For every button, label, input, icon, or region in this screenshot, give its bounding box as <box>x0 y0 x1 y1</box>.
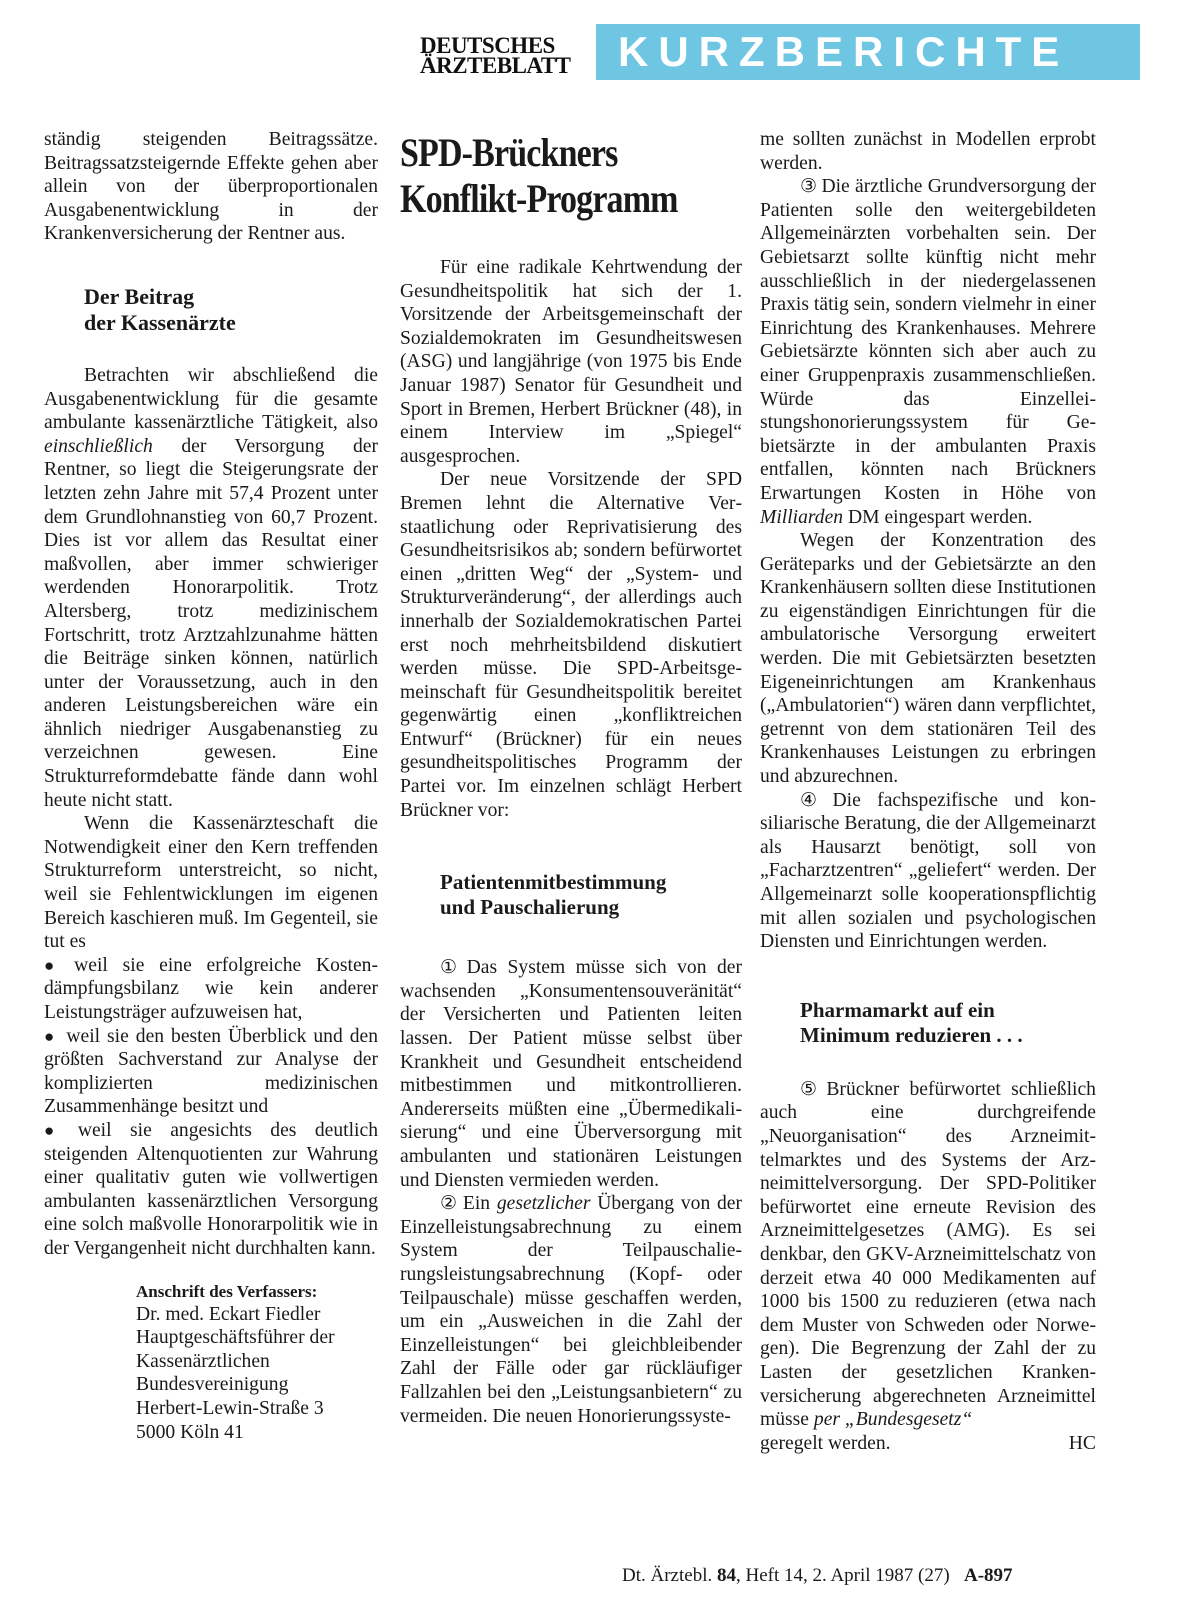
text: Das System müsse sich von der wachsenden „Konsumentensouveränität“ der Versicherten und Patienten leiten lassen. Der Patient müsse selbst über Krankheit und Gesundheit entscheidend mitbestimmen und mitkontrollieren. Andererseits müßten eine „Übermedikalisierung“ und eine Überversorgung mit ambulanten und stationären Leistungen und Diensten vermieden werden. <box>400 957 742 1191</box>
subheading-line: Pharmamarkt auf ein <box>800 997 995 1022</box>
page-number: A-897 <box>963 1565 1013 1586</box>
logo-line-2: ÄRZTEBLATT <box>420 53 571 78</box>
text: DM eingespart werden. <box>843 506 1033 528</box>
paragraph: Für eine radikale Kehrtwendung der Gesundheitspolitik hat sich der 1. Vorsitzende der Arbeitsgemeinschaft der Sozialdemokraten im Gesundheitswesen (ASG) und langjährige (von 1975 bis Ende Januar 1987) Senator für Gesundheit und Sport in Bremen, Herbert Brückner (48), in einem Interview im „Spiegel“ ausgesprochen. <box>400 257 742 467</box>
volume-number: 84 <box>716 1565 736 1586</box>
title-line: SPD-Brückners <box>400 130 618 175</box>
bullet-item: ● weil sie angesichts des deutlich steigenden Altenquotienten zur Wahrung einer qualitativ guten wie vollwertigen ambulanten kassenärztlichen Versorgung eine solch maßvolle Honorarpolitik wie in der Vergangenheit nicht durchhalten kann. <box>44 1119 378 1261</box>
paragraph: Wenn die Kassenärzteschaft die Notwendigkeit einer den Kern treffenden Strukturreform unterstreicht, so nicht, weil sie Fehlentwicklungen im eigenen Bereich kaschieren muß. Im Gegenteil, sie tut es <box>44 813 378 953</box>
address-line: 5000 Köln 41 <box>136 1421 244 1443</box>
page-footer <box>622 1565 1013 1587</box>
author-initials: HC <box>1068 1432 1096 1454</box>
paragraph <box>760 1078 1096 1432</box>
paragraph <box>760 175 1096 529</box>
column-1 <box>44 128 378 1444</box>
address-line: Dr. med. Eckart Fiedler <box>136 1303 321 1325</box>
paragraph: ständig steigenden Beitragssätze. Beitragssatzsteigernde Effekte gehen aber allein von der überproportionalen Ausgabenentwicklung in der Krankenversicherung der Rentner aus. <box>44 129 378 245</box>
text: Die ärztliche Grundversorgung der Patienten solle den weitergebildeten Allgemeinärzten vorbehalten sein. Der Gebietsarzt sollte künftig nicht mehr ausschließlich in der niedergelassenen Praxis tätig sein, sondern vielmehr in einer Einrichtung des Krankenhauses. Mehrere Gebietsärzte könnten sich aber auch zu einer Gruppenpraxis zusammenschließen. Würde das Einzelleistungshonorierungssystem für Gebietsärzte in der ambulanten Praxis entfallen, könnten nach Brückners Erwartungen Kosten in Höhe von <box>760 176 1096 504</box>
subheading-beitrag <box>84 284 378 336</box>
column-2 <box>400 128 742 1428</box>
emphasis: per „Bundesgesetz“ <box>813 1409 973 1431</box>
number-1-icon: ① <box>440 957 463 979</box>
closing-line <box>760 1432 1096 1456</box>
paragraph <box>760 789 1096 954</box>
section-title: KURZBERICHTE <box>618 28 1070 75</box>
address-heading: Anschrift des Verfassers: <box>136 1281 318 1301</box>
text: Brückner befürwortet schließlich auch eine durchgreifende „Neuorganisation“ des Arzneimittelmarktes und des Systems der Arzneimittelversorgung. Der SPD-Politiker befürwortet eine erneute Revision des Arzneimittelgesetzes (AMG). Es sei denkbar, den GKV-Arzneimittelschatz von derzeit etwa 40 000 Medikamenten auf 1000 bis 1500 zu reduzieren (etwa nach dem Muster von Schweden oder Norwegen). Die Begrenzung der Zahl der zu Lasten der gesetzlichen Krankenversicherung abgerechneten Arzneimittel müsse <box>760 1078 1096 1431</box>
address-line: Hauptgeschäftsführer der <box>136 1327 335 1349</box>
emphasis: einschließlich <box>44 435 153 457</box>
journal-name: Dt. Ärztebl. <box>622 1565 713 1586</box>
address-line: Kassenärztlichen <box>136 1350 270 1372</box>
text: Die fachspezifische und konsiliarische Beratung, die der Allgemeinarzt als Hausarzt benötigt, soll von „Facharztzentren“ „geliefert“ werden. Der Allgemeinarzt solle kooperationspflichtig mit allen sozialen und psychologischen Diensten und Einrichtungen werden. <box>760 789 1096 953</box>
logo-line-1: DEUTSCHES <box>420 33 555 58</box>
subheading-pharmamarkt <box>800 998 1096 1048</box>
paragraph: me sollten zunächst in Modellen erprobt werden. <box>760 129 1096 174</box>
subheading-line: Der Beitrag <box>84 283 195 309</box>
bullet-item: ● weil sie eine erfolgreiche Kostendämpfungsbilanz wie kein anderer Leistungsträger aufzuweisen hat, <box>44 954 378 1025</box>
text: der Versorgung der Rentner, so liegt die Steigerungsrate der letzten zehn Jahre mit 57,4 Prozent unter dem Grundlohnanstieg von 60,7 Prozent. Dies ist vor allem das Resultat einer maßvollen, aber immer schwieriger werdenden Honorarpolitik. Trotz Altersberg, trotz medizinischem Fortschritt, trotz Arztzahlzunahme hätten die Beiträge sinken können, natürlich unter der Voraussetzung, auch in den anderen Leistungsbereichen wäre ein ähnlich niedriger Ausgabenanstieg zu verzeichnen gewesen. Eine Strukturreformdebatte fände dann wohl heute nicht statt. <box>44 435 378 811</box>
number-4-icon: ④ <box>800 789 829 811</box>
address-line: Herbert-Lewin-Straße 3 <box>136 1397 324 1419</box>
text: Ein <box>462 1193 497 1215</box>
article-title <box>400 130 740 222</box>
paragraph: Der neue Vorsitzende der SPD Bremen lehnt die Alternative Verstaatlichung oder Reprivatisierung des Gesundheitsrisikos ab; sondern befürwortet einen „dritten Weg“ der „System- und Strukturveränderung“, der allerdings auch innerhalb der Sozialdemokratischen Partei erst noch mehrheitsbildend diskutiert werden müsse. Die SPD-Arbeitsgemeinschaft für Gesundheitspolitik bereitet gegenwärtig einen „konfliktreichen Entwurf“ (Brückner) für ein neues gesundheitspolitisches Programm der Partei vor. Im einzelnen schlägt Herbert Brückner vor: <box>400 469 742 821</box>
address-line: Bundesvereinigung <box>136 1374 289 1396</box>
emphasis: Milliarden <box>760 506 844 528</box>
column-3 <box>760 128 1096 1455</box>
text: Übergang von der Einzelleistungsabrechnung zu einem System der Teilpauschalierungsleistungsabrechnung (Kopf- oder Teilpauschale) müsse geschaffen werden, um ein „Ausweichen in die Zahl der Einzelleistungen“ bei gleichbleibender Zahl der Fälle oder gar rückläufiger Fallzahlen bei den „Leistungsanbietern“ zu vermeiden. Die neuen Honorierungssyste- <box>400 1193 742 1427</box>
subheading-patienten <box>440 870 742 920</box>
subheading-line: Patientenmitbestimmung <box>440 870 667 895</box>
issue-info: , Heft 14, 2. April 1987 (27) <box>735 1565 950 1586</box>
paragraph <box>400 1192 742 1428</box>
subheading-line: und Pauschalierung <box>440 895 620 920</box>
subheading-line: Minimum reduzieren . . . <box>800 1022 1023 1047</box>
title-line: Konflikt-Programm <box>400 176 678 221</box>
bullet-item: ● weil sie den besten Überblick und den größten Sachverstand zur Analyse der komplizierten medizinischen Zusammenhänge besitzt und <box>44 1025 378 1119</box>
section-banner <box>596 24 1140 80</box>
number-3-icon: ③ <box>800 176 818 198</box>
paragraph <box>400 956 742 1192</box>
journal-logo <box>420 33 571 78</box>
paragraph <box>44 364 378 812</box>
number-2-icon: ② <box>440 1193 459 1215</box>
emphasis: gesetzlicher <box>496 1193 591 1215</box>
text: geregelt werden. <box>760 1432 891 1454</box>
number-5-icon: ⑤ <box>800 1078 823 1100</box>
masthead <box>420 22 1140 80</box>
subheading-line: der Kassenärzte <box>84 309 236 335</box>
paragraph: Wegen der Konzentration des Geräteparks und der Gebietsärzte an den Krankenhäusern sollten diese Institutionen zu eigenständigen Einrichtungen für die ambulatorische Versorgung erweitert werden. Die mit Gebietsärzten besetzten Eigeneinrichtungen am Krankenhaus („Ambulatorien“) wären dann verpflichtet, getrennt von dem stationären Teil des Krankenhauses Leistungen zu erbringen und abzurechnen. <box>760 530 1096 788</box>
text: Betrachten wir abschließend die Ausgabenentwicklung für die gesamte ambulante kassenärztliche Tätigkeit, also <box>44 364 378 434</box>
author-address <box>136 1281 378 1445</box>
